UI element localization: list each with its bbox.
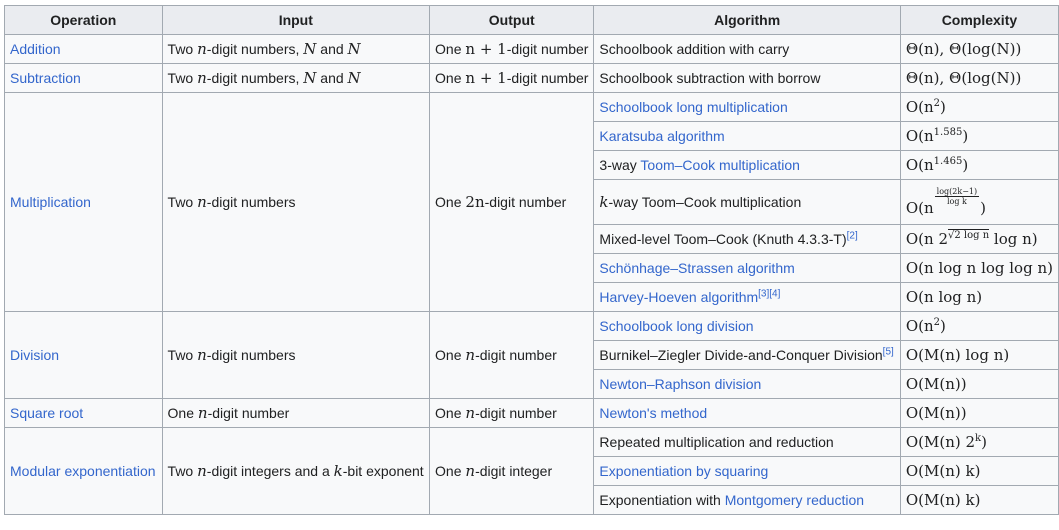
algorithm-cell: [594, 486, 900, 515]
reference-link[interactable]: [5]: [882, 346, 894, 358]
table-row: [5, 399, 1059, 428]
fraction-denominator: log k: [946, 197, 967, 206]
algorithm-link-newton-raphson[interactable]: Newton–Raphson division: [599, 376, 762, 392]
exponent: 2: [933, 317, 941, 328]
input-text: -bit exponent: [342, 463, 424, 479]
complexity-cell: [900, 180, 1058, 225]
math-var: n: [197, 40, 207, 58]
complexity-text: O(n 2: [905, 230, 948, 248]
output-text: -digit number: [484, 194, 567, 210]
complexity-text: ): [940, 98, 946, 116]
operation-cell: [5, 64, 163, 93]
complexity-cell: O(M(n)): [900, 399, 1058, 428]
math-var: n: [465, 404, 476, 422]
algorithm-cell: [594, 151, 900, 180]
math-expr: n + 1: [465, 69, 507, 87]
output-text: -digit number: [506, 41, 589, 57]
complexity-cell: O(M(n) log n): [900, 341, 1058, 370]
math-var: n: [465, 462, 476, 480]
algorithm-cell: [594, 312, 900, 341]
complexity-text: ): [962, 156, 969, 174]
output-text: One: [435, 463, 466, 479]
operation-cell: [5, 428, 163, 515]
header-input[interactable]: Input: [162, 6, 430, 35]
table-row: [5, 428, 1059, 457]
algorithm-link-exponentiation-by-squaring[interactable]: Exponentiation by squaring: [599, 463, 769, 479]
operation-link-multiplication[interactable]: Multiplication: [10, 194, 91, 210]
output-text: One: [435, 70, 466, 86]
algorithm-link-toom-cook[interactable]: Toom–Cook multiplication: [640, 157, 800, 173]
complexity-text: O(n: [905, 199, 934, 217]
algorithm-cell: [594, 457, 900, 486]
exponent: 2: [933, 98, 941, 109]
operation-link-division[interactable]: Division: [10, 347, 60, 363]
output-cell: [430, 93, 594, 312]
algorithm-cell: [594, 370, 900, 399]
algorithm-cell: [594, 180, 900, 225]
algorithm-link-karatsuba[interactable]: Karatsuba algorithm: [599, 128, 725, 144]
math-var: k: [599, 193, 609, 211]
algorithm-cell: [594, 93, 900, 122]
algorithm-link-harvey-hoeven[interactable]: Harvey-Hoeven algorithm: [599, 289, 759, 305]
input-cell: [162, 312, 430, 399]
complexity-cell: [900, 93, 1058, 122]
math-var: N: [347, 69, 361, 87]
complexity-text: ): [940, 317, 946, 335]
reference-link[interactable]: [3][4]: [758, 288, 781, 300]
algorithm-text: Exponentiation with: [599, 492, 725, 508]
input-text: Two: [167, 41, 198, 57]
complexity-text: ): [981, 433, 987, 451]
input-text: and: [316, 70, 348, 86]
header-complexity[interactable]: Complexity: [900, 6, 1058, 35]
exponent: k: [975, 433, 982, 444]
operation-cell: [5, 312, 163, 399]
algorithm-cell: Schoolbook addition with carry: [594, 35, 900, 64]
exponent: 1.585: [933, 127, 963, 138]
table-row: [5, 64, 1059, 93]
exponent-fraction: [935, 187, 979, 206]
complexity-cell: O(n log n): [900, 283, 1058, 312]
input-text: -digit number: [207, 405, 290, 421]
output-text: One: [435, 347, 466, 363]
math-var: k: [333, 462, 343, 480]
algorithm-text: Mixed-level Toom–Cook (Knuth 4.3.3-T): [599, 231, 847, 247]
complexity-cell: Θ(n), Θ(log(N)): [900, 64, 1058, 93]
algorithm-text: 3-way: [599, 157, 641, 173]
algorithm-cell: [594, 122, 900, 151]
input-text: -digit numbers: [206, 347, 296, 363]
complexity-cell: O(M(n) k): [900, 486, 1058, 515]
complexity-text: O(n: [905, 317, 934, 335]
reference-link[interactable]: [2]: [846, 230, 858, 242]
math-expr: n + 1: [465, 40, 507, 58]
complexity-text: O(n: [905, 127, 934, 145]
algorithm-cell: Repeated multiplication and reduction: [594, 428, 900, 457]
operation-cell: [5, 93, 163, 312]
algorithm-link-newtons-method[interactable]: Newton's method: [599, 405, 708, 421]
complexity-text: O(n: [905, 98, 934, 116]
operation-cell: [5, 399, 163, 428]
operation-link-square-root[interactable]: Square root: [10, 405, 84, 421]
input-text: Two: [167, 194, 198, 210]
output-text: One: [435, 405, 466, 421]
algorithm-cell: [594, 283, 900, 312]
input-cell: [162, 428, 430, 515]
exponent: 1.465: [933, 156, 963, 167]
math-var: N: [303, 40, 317, 58]
math-expr: 2n: [465, 193, 485, 211]
output-cell: [430, 399, 594, 428]
output-cell: [430, 35, 594, 64]
operation-cell: [5, 35, 163, 64]
complexity-text: ): [962, 127, 969, 145]
math-var: n: [465, 346, 476, 364]
input-text: -digit numbers,: [206, 41, 304, 57]
math-var: N: [347, 40, 361, 58]
operation-link-modular-exponentiation[interactable]: Modular exponentiation: [10, 463, 156, 479]
complexity-cell: O(n log n log log n): [900, 254, 1058, 283]
input-text: -digit numbers: [206, 194, 296, 210]
algorithm-cell: [594, 341, 900, 370]
input-text: -digit integers and a: [206, 463, 334, 479]
input-text: -digit numbers,: [206, 70, 304, 86]
complexity-cell: Θ(n), Θ(log(N)): [900, 35, 1058, 64]
complexity-text: ): [980, 199, 986, 217]
algorithm-link-schonhage-strassen[interactable]: Schönhage–Strassen algorithm: [599, 260, 795, 276]
input-text: Two: [167, 70, 198, 86]
algorithm-text: Burnikel–Ziegler Divide-and-Conquer Division: [599, 347, 883, 363]
complexity-cell: [900, 428, 1058, 457]
complexity-cell: O(M(n) k): [900, 457, 1058, 486]
complexity-text: log n): [989, 230, 1038, 248]
output-cell: [430, 428, 594, 515]
algorithm-cell: [594, 254, 900, 283]
algorithm-cell: [594, 225, 900, 254]
algorithm-link-long-division[interactable]: Schoolbook long division: [599, 318, 754, 334]
math-var: n: [197, 404, 208, 422]
input-text: One: [167, 405, 198, 421]
input-text: Two: [167, 463, 198, 479]
output-text: -digit number: [475, 405, 557, 421]
complexity-cell: O(M(n)): [900, 370, 1058, 399]
operation-link-addition[interactable]: Addition: [10, 41, 61, 57]
algorithm-text: -way Toom–Cook multiplication: [608, 194, 802, 210]
fraction-numerator: log(2k−1): [936, 187, 978, 196]
table-row: [5, 93, 1059, 122]
complexity-cell: [900, 151, 1058, 180]
output-text: One: [435, 41, 466, 57]
output-text: One: [435, 194, 466, 210]
operation-link-subtraction[interactable]: Subtraction: [10, 70, 81, 86]
math-var: n: [197, 193, 207, 211]
math-var: N: [303, 69, 317, 87]
header-operation[interactable]: Operation: [5, 6, 163, 35]
algorithm-cell: [594, 399, 900, 428]
header-row: [5, 6, 1059, 35]
table-row: [5, 312, 1059, 341]
complexity-cell: [900, 122, 1058, 151]
math-var: n: [197, 69, 207, 87]
input-cell: [162, 93, 430, 312]
complexity-table: [4, 5, 1059, 515]
math-var: n: [197, 462, 207, 480]
math-var: n: [197, 346, 207, 364]
input-cell: [162, 35, 430, 64]
complexity-cell: [900, 225, 1058, 254]
algorithm-link-schoolbook-multiplication[interactable]: Schoolbook long multiplication: [599, 99, 788, 115]
sqrt-exponent: √2 log n: [947, 230, 990, 241]
output-text: -digit number: [475, 347, 557, 363]
output-text: -digit integer: [475, 463, 553, 479]
input-cell: [162, 399, 430, 428]
algorithm-link-montgomery-reduction[interactable]: Montgomery reduction: [724, 492, 865, 508]
header-output[interactable]: Output: [430, 6, 594, 35]
output-cell: [430, 64, 594, 93]
input-cell: [162, 64, 430, 93]
output-text: -digit number: [506, 70, 589, 86]
input-text: Two: [167, 347, 198, 363]
complexity-text: O(n: [905, 156, 934, 174]
algorithm-cell: Schoolbook subtraction with borrow: [594, 64, 900, 93]
output-cell: [430, 312, 594, 399]
complexity-cell: [900, 312, 1058, 341]
complexity-text: O(M(n) 2: [905, 433, 976, 451]
table-row: [5, 35, 1059, 64]
input-text: and: [316, 41, 348, 57]
header-algorithm[interactable]: Algorithm: [594, 6, 900, 35]
